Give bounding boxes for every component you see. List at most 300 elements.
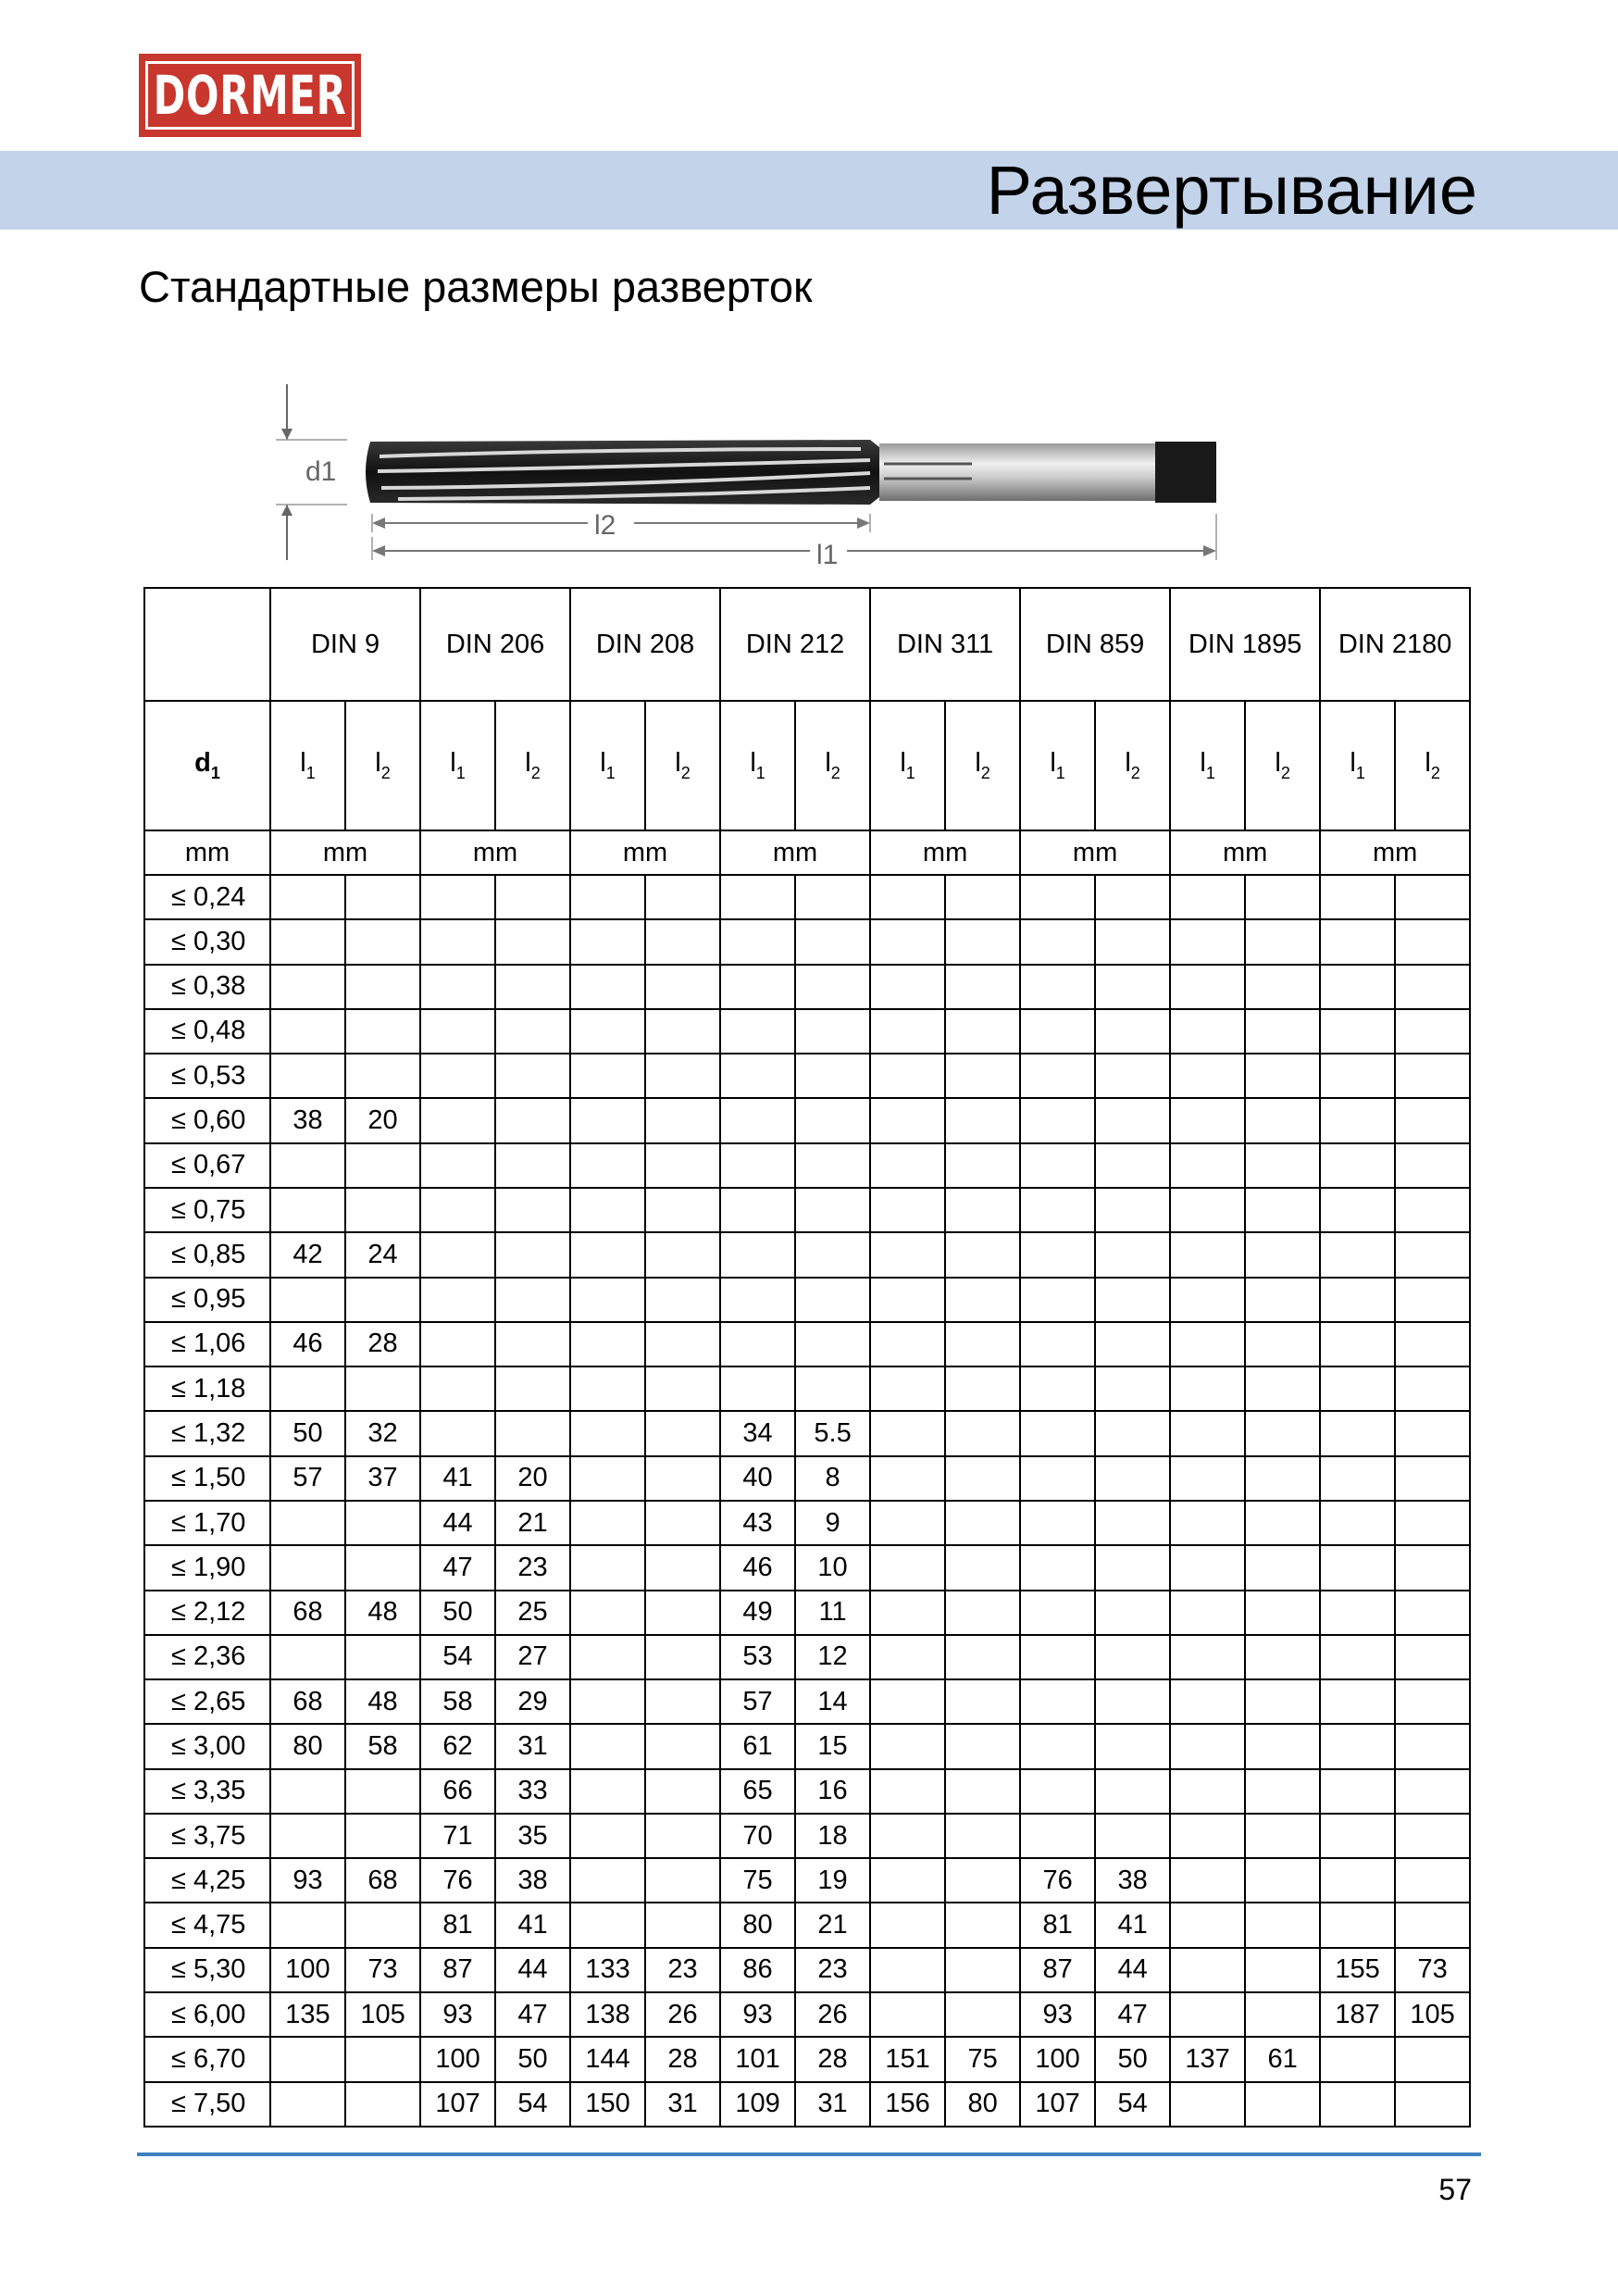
symbol-index: 1 (305, 764, 316, 782)
value-cell: 16 (795, 1769, 870, 1814)
value-cell (645, 919, 720, 964)
value-cell (1245, 1501, 1320, 1545)
value-cell (1020, 1679, 1095, 1724)
value-cell (1170, 1814, 1245, 1858)
value-cell: 76 (1020, 1858, 1095, 1903)
value-cell: 33 (495, 1769, 570, 1814)
value-cell (1170, 1278, 1245, 1322)
value-cell (1095, 1322, 1170, 1366)
value-cell: 47 (1095, 1992, 1170, 2037)
value-cell (570, 1591, 645, 1635)
value-cell (1170, 1098, 1245, 1142)
value-cell (720, 1322, 795, 1366)
value-cell (1245, 919, 1320, 964)
value-cell: 156 (870, 2082, 945, 2127)
l2-header (945, 701, 1020, 830)
value-cell (1020, 1456, 1095, 1501)
value-cell (1395, 1635, 1470, 1679)
value-cell (945, 1948, 1020, 1992)
value-cell: 80 (720, 1903, 795, 1947)
value-cell (1245, 1948, 1320, 1992)
value-cell (645, 1591, 720, 1635)
value-cell (1095, 1679, 1170, 1724)
value-cell: 35 (495, 1814, 570, 1858)
value-cell (1395, 1724, 1470, 1768)
value-cell (1320, 1098, 1395, 1142)
value-cell: 65 (720, 1769, 795, 1814)
value-cell (1320, 1322, 1395, 1366)
value-cell (270, 1278, 345, 1322)
value-cell (720, 875, 795, 919)
value-cell (720, 1098, 795, 1142)
diameter-cell: ≤ 4,25 (144, 1858, 270, 1903)
value-cell (1320, 1635, 1395, 1679)
l2-header (645, 701, 720, 830)
diameter-cell: ≤ 2,12 (144, 1591, 270, 1635)
table-row (144, 1232, 1470, 1277)
value-cell (495, 1411, 570, 1455)
value-cell (945, 965, 1020, 1009)
value-cell (945, 1143, 1020, 1188)
value-cell (795, 1188, 870, 1232)
table-row (144, 1814, 1470, 1858)
value-cell: 93 (1020, 1992, 1095, 2037)
value-cell (270, 1545, 345, 1590)
value-cell (645, 1679, 720, 1724)
symbol-letter: l (825, 748, 831, 778)
l2-dimension (372, 509, 870, 541)
value-cell: 29 (495, 1679, 570, 1724)
value-cell (495, 1232, 570, 1277)
value-cell (1170, 1501, 1245, 1545)
value-cell (495, 919, 570, 964)
value-cell (1245, 1858, 1320, 1903)
symbol-letter: l (750, 748, 756, 778)
d1-dimension (276, 384, 347, 560)
value-cell (1395, 1591, 1470, 1635)
value-cell (1245, 1411, 1320, 1455)
value-cell: 93 (420, 1992, 495, 2037)
value-cell: 75 (720, 1858, 795, 1903)
value-cell: 27 (495, 1635, 570, 1679)
diameter-cell: ≤ 6,70 (144, 2037, 270, 2081)
value-cell (645, 965, 720, 1009)
value-cell (1245, 2082, 1320, 2127)
header-row-standards (144, 588, 1470, 701)
value-cell: 12 (795, 1635, 870, 1679)
value-cell (570, 1724, 645, 1768)
value-cell (945, 1724, 1020, 1768)
value-cell: 11 (795, 1591, 870, 1635)
value-cell (1170, 1366, 1245, 1411)
value-cell (345, 1143, 420, 1188)
value-cell (945, 1188, 1020, 1232)
table-row (144, 875, 1470, 919)
table-row (144, 1278, 1470, 1322)
value-cell: 54 (1095, 2082, 1170, 2127)
value-cell: 25 (495, 1591, 570, 1635)
value-cell: 26 (795, 1992, 870, 2037)
value-cell (870, 1456, 945, 1501)
table-row (144, 1858, 1470, 1903)
value-cell (1320, 1858, 1395, 1903)
value-cell: 15 (795, 1724, 870, 1768)
value-cell: 41 (1095, 1903, 1170, 1947)
value-cell (1320, 965, 1395, 1009)
l1-label: l1 (816, 540, 839, 569)
value-cell: 81 (1020, 1903, 1095, 1947)
value-cell (420, 1322, 495, 1366)
table-row (144, 1769, 1470, 1814)
value-cell (645, 1232, 720, 1277)
value-cell (1245, 1054, 1320, 1098)
value-cell (870, 1143, 945, 1188)
value-cell (1095, 1724, 1170, 1768)
value-cell (1245, 1366, 1320, 1411)
symbol-index: 2 (1280, 764, 1290, 782)
standard-header: DIN 208 (570, 588, 720, 701)
value-cell: 68 (270, 1591, 345, 1635)
value-cell (1395, 1679, 1470, 1724)
header-row-symbols (144, 701, 1470, 830)
value-cell (945, 1635, 1020, 1679)
l1-header (270, 701, 345, 830)
diameter-cell: ≤ 0,85 (144, 1232, 270, 1277)
symbol-letter: l (1350, 748, 1356, 778)
value-cell (645, 1814, 720, 1858)
l2-header (795, 701, 870, 830)
symbol-index: 1 (455, 764, 466, 782)
value-cell (345, 2082, 420, 2127)
table-row (144, 1366, 1470, 1411)
value-cell (270, 1635, 345, 1679)
l1-header (570, 701, 645, 830)
value-cell: 75 (945, 2037, 1020, 2081)
value-cell: 26 (645, 1992, 720, 2037)
table-row (144, 2082, 1470, 2127)
value-cell (1395, 1366, 1470, 1411)
value-cell: 53 (720, 1635, 795, 1679)
value-cell (795, 1143, 870, 1188)
value-cell (420, 1054, 495, 1098)
shank-icon (879, 443, 1157, 501)
value-cell (645, 1903, 720, 1947)
value-cell (945, 919, 1020, 964)
symbol-index: 2 (980, 764, 990, 782)
value-cell (1170, 1679, 1245, 1724)
value-cell (720, 1232, 795, 1277)
value-cell (420, 1278, 495, 1322)
value-cell (495, 1143, 570, 1188)
value-cell (945, 1098, 1020, 1142)
value-cell (1320, 1456, 1395, 1501)
value-cell (1320, 1724, 1395, 1768)
value-cell (870, 1814, 945, 1858)
value-cell (945, 1278, 1020, 1322)
value-cell (1095, 919, 1170, 964)
value-cell (870, 1366, 945, 1411)
value-cell (645, 1769, 720, 1814)
value-cell: 86 (720, 1948, 795, 1992)
value-cell: 107 (420, 2082, 495, 2127)
value-cell (795, 1054, 870, 1098)
value-cell (270, 1188, 345, 1232)
diameter-cell: ≤ 0,48 (144, 1009, 270, 1054)
table-row (144, 1903, 1470, 1947)
value-cell: 50 (1095, 2037, 1170, 2081)
value-cell (495, 875, 570, 919)
value-cell (345, 1366, 420, 1411)
value-cell: 31 (645, 2082, 720, 2127)
value-cell (645, 1724, 720, 1768)
value-cell (570, 1188, 645, 1232)
value-cell (345, 1054, 420, 1098)
value-cell: 28 (795, 2037, 870, 2081)
value-cell (1395, 2082, 1470, 2127)
value-cell (270, 1143, 345, 1188)
value-cell (270, 875, 345, 919)
value-cell (870, 1903, 945, 1947)
footer-rule (137, 2152, 1481, 2156)
value-cell: 37 (345, 1456, 420, 1501)
diameter-cell: ≤ 0,67 (144, 1143, 270, 1188)
diameter-cell: ≤ 6,00 (144, 1992, 270, 2037)
value-cell: 28 (345, 1322, 420, 1366)
value-cell (345, 1635, 420, 1679)
table-row (144, 1724, 1470, 1768)
value-cell (1395, 2037, 1470, 2081)
value-cell (1170, 1322, 1245, 1366)
value-cell (495, 1322, 570, 1366)
l2-label: l2 (594, 510, 616, 541)
value-cell: 71 (420, 1814, 495, 1858)
value-cell (420, 919, 495, 964)
value-cell: 93 (720, 1992, 795, 2037)
diameter-cell: ≤ 1,50 (144, 1456, 270, 1501)
value-cell (420, 1411, 495, 1455)
standard-header: DIN 859 (1020, 588, 1170, 701)
value-cell (1095, 1769, 1170, 1814)
symbol-letter: l (375, 748, 381, 778)
value-cell (1245, 1232, 1320, 1277)
value-cell (1245, 1591, 1320, 1635)
value-cell (945, 875, 1020, 919)
value-cell (570, 1143, 645, 1188)
value-cell (1095, 875, 1170, 919)
value-cell (420, 875, 495, 919)
value-cell (1320, 1545, 1395, 1590)
symbol-letter: l (675, 748, 681, 778)
value-cell (945, 1679, 1020, 1724)
unit-cell: mm (870, 830, 1020, 875)
value-cell (270, 1814, 345, 1858)
value-cell (420, 1143, 495, 1188)
value-cell (720, 1278, 795, 1322)
value-cell (870, 1009, 945, 1054)
value-cell (1095, 1054, 1170, 1098)
value-cell: 70 (720, 1814, 795, 1858)
value-cell (345, 1188, 420, 1232)
value-cell: 73 (1395, 1948, 1470, 1992)
value-cell: 31 (795, 2082, 870, 2127)
value-cell (1245, 1992, 1320, 2037)
symbol-letter: l (450, 748, 456, 778)
value-cell (1245, 1188, 1320, 1232)
value-cell (1320, 1278, 1395, 1322)
value-cell (1320, 1411, 1395, 1455)
value-cell: 10 (795, 1545, 870, 1590)
value-cell (1170, 1143, 1245, 1188)
table-row (144, 919, 1470, 964)
value-cell (795, 875, 870, 919)
value-cell (345, 965, 420, 1009)
value-cell (1095, 1814, 1170, 1858)
value-cell (1170, 1411, 1245, 1455)
value-cell (795, 1322, 870, 1366)
diameter-cell: ≤ 3,75 (144, 1814, 270, 1858)
value-cell (270, 965, 345, 1009)
value-cell (1320, 1679, 1395, 1724)
value-cell (1320, 919, 1395, 964)
diameter-cell: ≤ 0,24 (144, 875, 270, 919)
value-cell (345, 1769, 420, 1814)
value-cell (1320, 1903, 1395, 1947)
table-row (144, 1948, 1470, 1992)
value-cell (945, 1903, 1020, 1947)
diameter-cell: ≤ 3,00 (144, 1724, 270, 1768)
standard-header: DIN 1895 (1170, 588, 1320, 701)
value-cell (720, 1009, 795, 1054)
value-cell (1020, 1143, 1095, 1188)
value-cell: 81 (420, 1903, 495, 1947)
value-cell: 100 (420, 2037, 495, 2081)
value-cell: 38 (270, 1098, 345, 1142)
symbol-index: 1 (905, 764, 915, 782)
value-cell (870, 1591, 945, 1635)
value-cell (1245, 1009, 1320, 1054)
value-cell (870, 1992, 945, 2037)
value-cell (1395, 1903, 1470, 1947)
value-cell (1020, 1545, 1095, 1590)
value-cell: 41 (420, 1456, 495, 1501)
l2-header (1245, 701, 1320, 830)
table-row (144, 1322, 1470, 1366)
value-cell: 137 (1170, 2037, 1245, 2081)
value-cell: 28 (645, 2037, 720, 2081)
value-cell: 50 (495, 2037, 570, 2081)
value-cell (570, 1054, 645, 1098)
value-cell (945, 1814, 1020, 1858)
value-cell (570, 1278, 645, 1322)
value-cell (495, 1366, 570, 1411)
value-cell (870, 1545, 945, 1590)
value-cell (870, 1679, 945, 1724)
value-cell (1245, 875, 1320, 919)
value-cell (1245, 1679, 1320, 1724)
value-cell (795, 1232, 870, 1277)
table-row (144, 1591, 1470, 1635)
l2-header (345, 701, 420, 830)
value-cell (1395, 1009, 1470, 1054)
value-cell (270, 1903, 345, 1947)
value-cell (945, 1322, 1020, 1366)
table-row (144, 1188, 1470, 1232)
table-row (144, 965, 1470, 1009)
symbol-index: 1 (1355, 764, 1365, 782)
l1-header (1170, 701, 1245, 830)
page-number: 57 (1438, 2173, 1472, 2206)
value-cell (645, 1322, 720, 1366)
value-cell (1320, 2037, 1395, 2081)
value-cell: 19 (795, 1858, 870, 1903)
value-cell (1170, 1456, 1245, 1501)
value-cell (945, 1232, 1020, 1277)
value-cell: 87 (420, 1948, 495, 1992)
l1-header (870, 701, 945, 830)
value-cell (1170, 1188, 1245, 1232)
value-cell (270, 919, 345, 964)
value-cell (720, 1188, 795, 1232)
value-cell (1020, 1635, 1095, 1679)
value-cell (570, 1679, 645, 1724)
value-cell (1245, 965, 1320, 1009)
l1-header (420, 701, 495, 830)
l2-header (1095, 701, 1170, 830)
value-cell: 24 (345, 1232, 420, 1277)
value-cell (420, 1009, 495, 1054)
value-cell: 21 (795, 1903, 870, 1947)
value-cell (1095, 1501, 1170, 1545)
value-cell: 80 (270, 1724, 345, 1768)
value-cell (1020, 1501, 1095, 1545)
value-cell (1320, 1188, 1395, 1232)
value-cell (495, 1054, 570, 1098)
value-cell (1170, 1903, 1245, 1947)
section-subtitle: Стандартные размеры разверток (139, 262, 813, 311)
value-cell: 100 (1020, 2037, 1095, 2081)
value-cell (1395, 1545, 1470, 1590)
diameter-cell: ≤ 1,32 (144, 1411, 270, 1455)
value-cell: 18 (795, 1814, 870, 1858)
diameter-cell: ≤ 1,06 (144, 1322, 270, 1366)
value-cell (1320, 1814, 1395, 1858)
value-cell (645, 1501, 720, 1545)
table-row (144, 2037, 1470, 2081)
symbol-letter: l (1050, 748, 1056, 778)
value-cell (870, 875, 945, 919)
value-cell (1320, 1501, 1395, 1545)
value-cell (1395, 875, 1470, 919)
value-cell (1170, 2082, 1245, 2127)
value-cell (270, 2037, 345, 2081)
value-cell (1245, 1098, 1320, 1142)
unit-cell: mm (1020, 830, 1170, 875)
diameter-cell: ≤ 0,95 (144, 1278, 270, 1322)
symbol-index: 2 (1430, 764, 1440, 782)
value-cell (645, 1456, 720, 1501)
value-cell (1170, 1769, 1245, 1814)
symbol-letter: l (975, 748, 981, 778)
value-cell (1320, 1366, 1395, 1411)
value-cell (795, 1009, 870, 1054)
dormer-logo (139, 54, 361, 137)
unit-cell: mm (570, 830, 720, 875)
value-cell (945, 1456, 1020, 1501)
value-cell (1020, 1411, 1095, 1455)
symbol-index: 2 (1130, 764, 1140, 782)
value-cell (795, 1278, 870, 1322)
value-cell: 48 (345, 1679, 420, 1724)
